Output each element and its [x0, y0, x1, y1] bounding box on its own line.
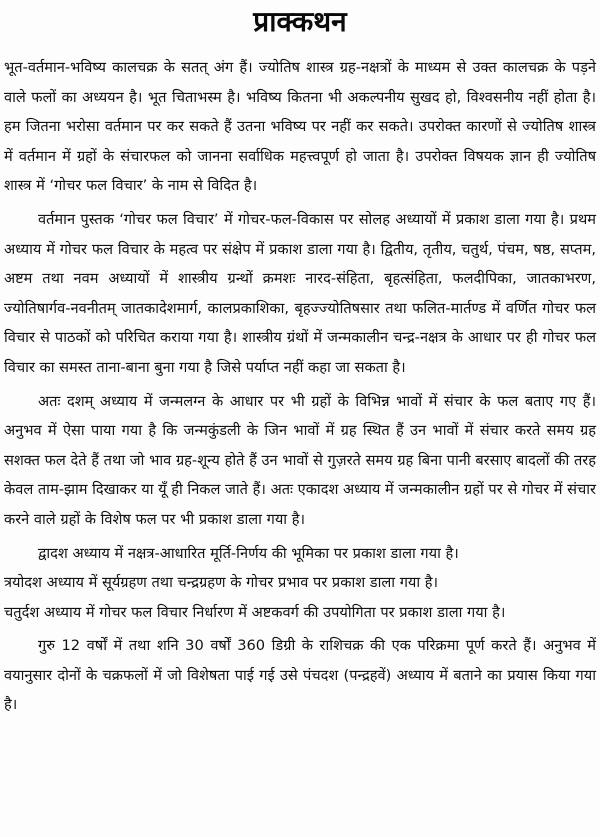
- paragraph-chapter-ten-eleven: अतः दशम् अध्याय में जन्मलग्न के आधार पर भी ग्रहों के विभिन्न भावों में संचार के फल बताए गए हैं। अनुभव में ऐसा पाया गया है कि जन्मकुंडली के जिन भावों में ग्रह स्थित हैं उन भावों में संचार करते समय ग्रह सशक्त फल देते हैं तथा जो भाव ग्रह-शून्य होते हैं उन भावों से गुज़रते समय ग्रह बिना पानी बरसाए बादलों की तरह केवल ताम-झाम दिखाकर या यूँ ही निकल जाते हैं। अतः एकादश अध्याय में जन्मकालीन ग्रहों पर से गोचर में संचार करने वाले ग्रहों के विशेष फल पर भी प्रकाश डाला गया है।: [4, 392, 596, 528]
- page-title: प्राक्कथन: [253, 5, 347, 38]
- paragraph-chapter-fifteen: गुरु 12 वर्षों में तथा शनि 30 वर्षों 360 डिग्री के राशिचक्र की एक परिक्रमा पूर्ण करते हैं। अनुभव में वयानुसार दोनों के चक्रफलों में जो विशेषता पाई गई उसे पंचदश (पन्द्रहवें) अध्याय में बताने का प्रयास किया गया है।: [4, 637, 596, 714]
- paragraph-chapter-fourteen: चतुर्दश अध्याय में गोचर फल विचार निर्धारण में अष्टकवर्ग की उपयोगिता पर प्रकाश डाला गया है।: [4, 603, 506, 621]
- preface-body: [4, 53, 596, 720]
- paragraph-intro: भूत-वर्तमान-भविष्य कालचक्र के सतत् अंग हैं। ज्योतिष शास्त्र ग्रह-नक्षत्रों के माध्यम से उक्त कालचक्र के पड़ने वाले फलों का अध्ययन है। भूत चिताभस्म है। भविष्य कितना भी अकल्पनीय सुखद हो, विश्वसनीय नहीं होता है। हम जितना भरोसा वर्तमान पर कर सकते हैं उतना भविष्य पर नहीं कर सकते। उपरोक्त कारणों से ज्योतिष शास्त्र में वर्तमान में ग्रहों के संचारफल को जानना सर्वाधिक महत्त्वपूर्ण हो जाता है। उपरोक्त विषयक ज्ञान ही ज्योतिष शास्त्र में ‘गोचर फल विचार’ के नाम से विदित है।: [4, 59, 596, 195]
- paragraph-chapter-thirteen: त्रयोदश अध्याय में सूर्यग्रहण तथा चन्द्रग्रहण के गोचर प्रभाव पर प्रकाश डाला गया है।: [4, 574, 439, 592]
- paragraph-chapter-twelve: द्वादश अध्याय में नक्षत्र-आधारित मूर्ति-निर्णय की भूमिका पर प्रकाश डाला गया है।: [38, 544, 459, 562]
- paragraph-book-overview: वर्तमान पुस्तक ‘गोचर फल विचार’ में गोचर-फल-विकास पर सोलह अध्यायों में प्रकाश डाला गया है। प्रथम अध्याय में गोचर फल विचार के महत्व पर संक्षेप में प्रकाश डाला गया है। द्वितीय, तृतीय, चतुर्थ, पंचम, षष्ठ, सप्तम, अष्टम तथा नवम अध्यायों में शास्त्रीय ग्रन्थों क्रमशः नारद-संहिता, बृहत्संहिता, फलदीपिका, जातकाभरण, ज्योतिषार्गव-नवनीतम् जातकादेशमार्ग, कालप्रकाशिका, बृहज्ज्योतिषसार तथा फलित-मार्तण्ड में वर्णित गोचर फल विचार से पाठकों को परिचित कराया गया है। शास्त्रीय ग्रंथों में जन्मकालीन चन्द्र-नक्षत्र के आधार पर ही गोचर फल विचार का समस्त ताना-बाना बुना गया है जिसे पर्याप्त नहीं कहा जा सकता है।: [4, 210, 596, 376]
